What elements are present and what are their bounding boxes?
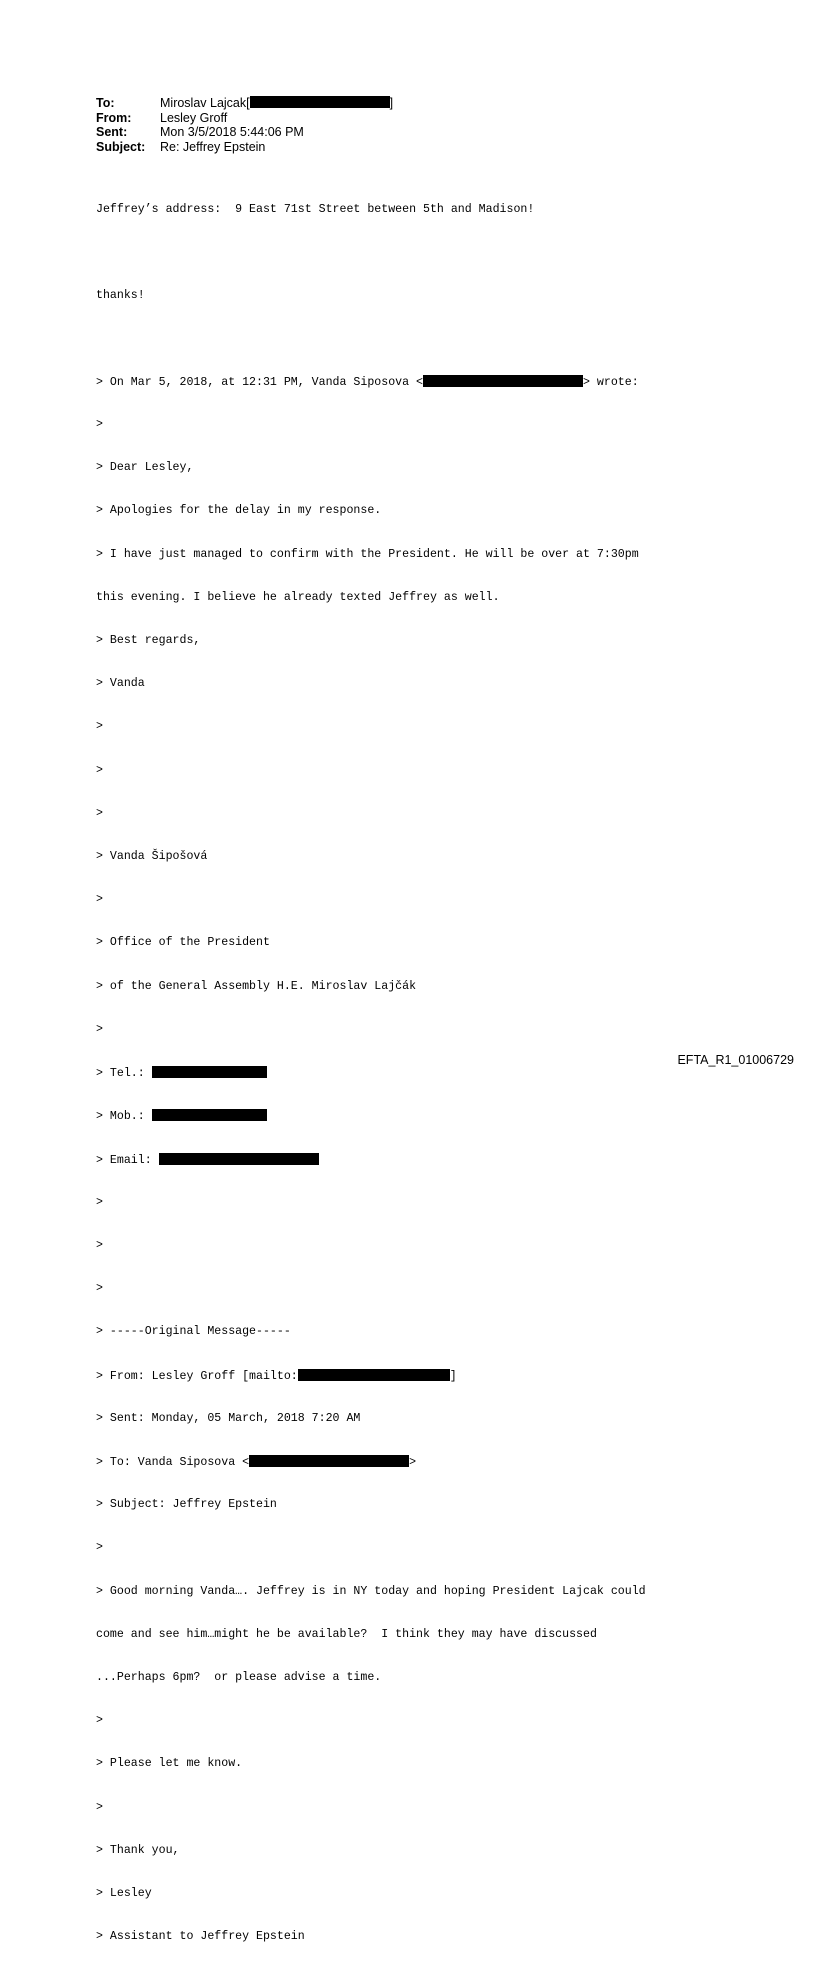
- to-value: Miroslav Lajcak[: [160, 96, 250, 110]
- quoted-line: >: [96, 1238, 103, 1252]
- redaction-bar: [298, 1369, 450, 1381]
- quoted-line: >: [96, 1195, 103, 1209]
- from-label: From:: [96, 110, 132, 125]
- quoted-line: >: [96, 1022, 103, 1036]
- quoted-line: > Please let me know.: [96, 1757, 243, 1771]
- quoted-line: >: [96, 763, 103, 777]
- quoted-line: > Good morning Vanda…. Jeffrey is in NY today and hoping President Lajcak could: [96, 1584, 646, 1598]
- orig-to-suffix: >: [409, 1455, 417, 1469]
- quoted-line: > Thank you,: [96, 1843, 180, 1857]
- signature-name: > Vanda Šipošová: [96, 850, 208, 864]
- orig-to-prefix: > To: Vanda Siposova <: [96, 1455, 250, 1469]
- quoted-line: >: [96, 806, 103, 820]
- email-label: > Email:: [96, 1153, 159, 1167]
- quoted-line: this evening. I believe he already texted Jeffrey as well.: [96, 590, 500, 604]
- quoted-line: >: [96, 893, 103, 907]
- subject-value: Re: Jeffrey Epstein: [160, 139, 266, 154]
- original-to: [96, 1455, 646, 1469]
- quoted-line: > I have just managed to confirm with the President. He will be over at 7:30pm: [96, 547, 639, 561]
- email-body: [96, 174, 646, 1973]
- quoted-line: >: [96, 1714, 103, 1728]
- email-header: [96, 96, 393, 154]
- signature-mob: [96, 1109, 646, 1123]
- quoted-line: > Dear Lesley,: [96, 461, 194, 475]
- header-sent-row: [96, 125, 393, 140]
- quoted-line: > Best regards,: [96, 634, 201, 648]
- subject-label: Subject:: [96, 139, 146, 154]
- document-id: EFTA_R1_01006729: [677, 1053, 794, 1067]
- sent-label: Sent:: [96, 125, 128, 139]
- original-from: [96, 1369, 646, 1383]
- quoted-line: > Lesley: [96, 1886, 152, 1900]
- signature-office: > Office of the President: [96, 936, 270, 950]
- to-label: To:: [96, 96, 115, 110]
- redaction-bar: [159, 1153, 319, 1165]
- header-subject-row: [96, 140, 393, 155]
- quoted-line: > Vanda: [96, 677, 145, 691]
- quoted-line: > Assistant to Jeffrey Epstein: [96, 1930, 305, 1944]
- header-from-row: [96, 111, 393, 126]
- from-value: Lesley Groff: [160, 110, 228, 125]
- redaction-bar: [249, 1455, 409, 1467]
- redaction-bar: [152, 1109, 267, 1121]
- quoted-line: > Apologies for the delay in my response.: [96, 504, 382, 518]
- original-message-divider: > -----Original Message-----: [96, 1325, 291, 1339]
- header-to-row: [96, 96, 393, 111]
- to-close: ]: [389, 96, 394, 110]
- orig-from-prefix: > From: Lesley Groff [mailto:: [96, 1369, 298, 1383]
- wrote-prefix: > On Mar 5, 2018, at 12:31 PM, Vanda Siposova <: [96, 375, 423, 389]
- thanks-line: thanks!: [96, 288, 145, 302]
- wrote-suffix: > wrote:: [583, 375, 639, 389]
- original-sent: > Sent: Monday, 05 March, 2018 7:20 AM: [96, 1411, 361, 1425]
- quoted-line: >: [96, 1800, 103, 1814]
- mob-label: > Mob.:: [96, 1110, 152, 1124]
- redaction-bar: [152, 1066, 267, 1078]
- tel-label: > Tel.:: [96, 1067, 152, 1081]
- orig-from-suffix: ]: [449, 1369, 457, 1383]
- quoted-line: come and see him…might he be available? I think they may have discussed: [96, 1627, 597, 1641]
- quoted-line: >: [96, 418, 103, 432]
- address-line: Jeffrey’s address: 9 East 71st Street between 5th and Madison!: [96, 202, 535, 216]
- quoted-line: ...Perhaps 6pm? or please advise a time.: [96, 1670, 382, 1684]
- signature-office: > of the General Assembly H.E. Miroslav Lajčák: [96, 979, 417, 993]
- quoted-line: >: [96, 720, 103, 734]
- sent-value: Mon 3/5/2018 5:44:06 PM: [160, 125, 304, 139]
- redaction-bar: [423, 375, 583, 387]
- quoted-line: >: [96, 1282, 103, 1296]
- signature-email: [96, 1153, 646, 1167]
- original-subject: > Subject: Jeffrey Epstein: [96, 1498, 277, 1512]
- quoted-line: >: [96, 1541, 103, 1555]
- quoted-wrote-line: [96, 375, 646, 389]
- signature-tel: [96, 1066, 646, 1080]
- redaction-bar: [250, 96, 390, 108]
